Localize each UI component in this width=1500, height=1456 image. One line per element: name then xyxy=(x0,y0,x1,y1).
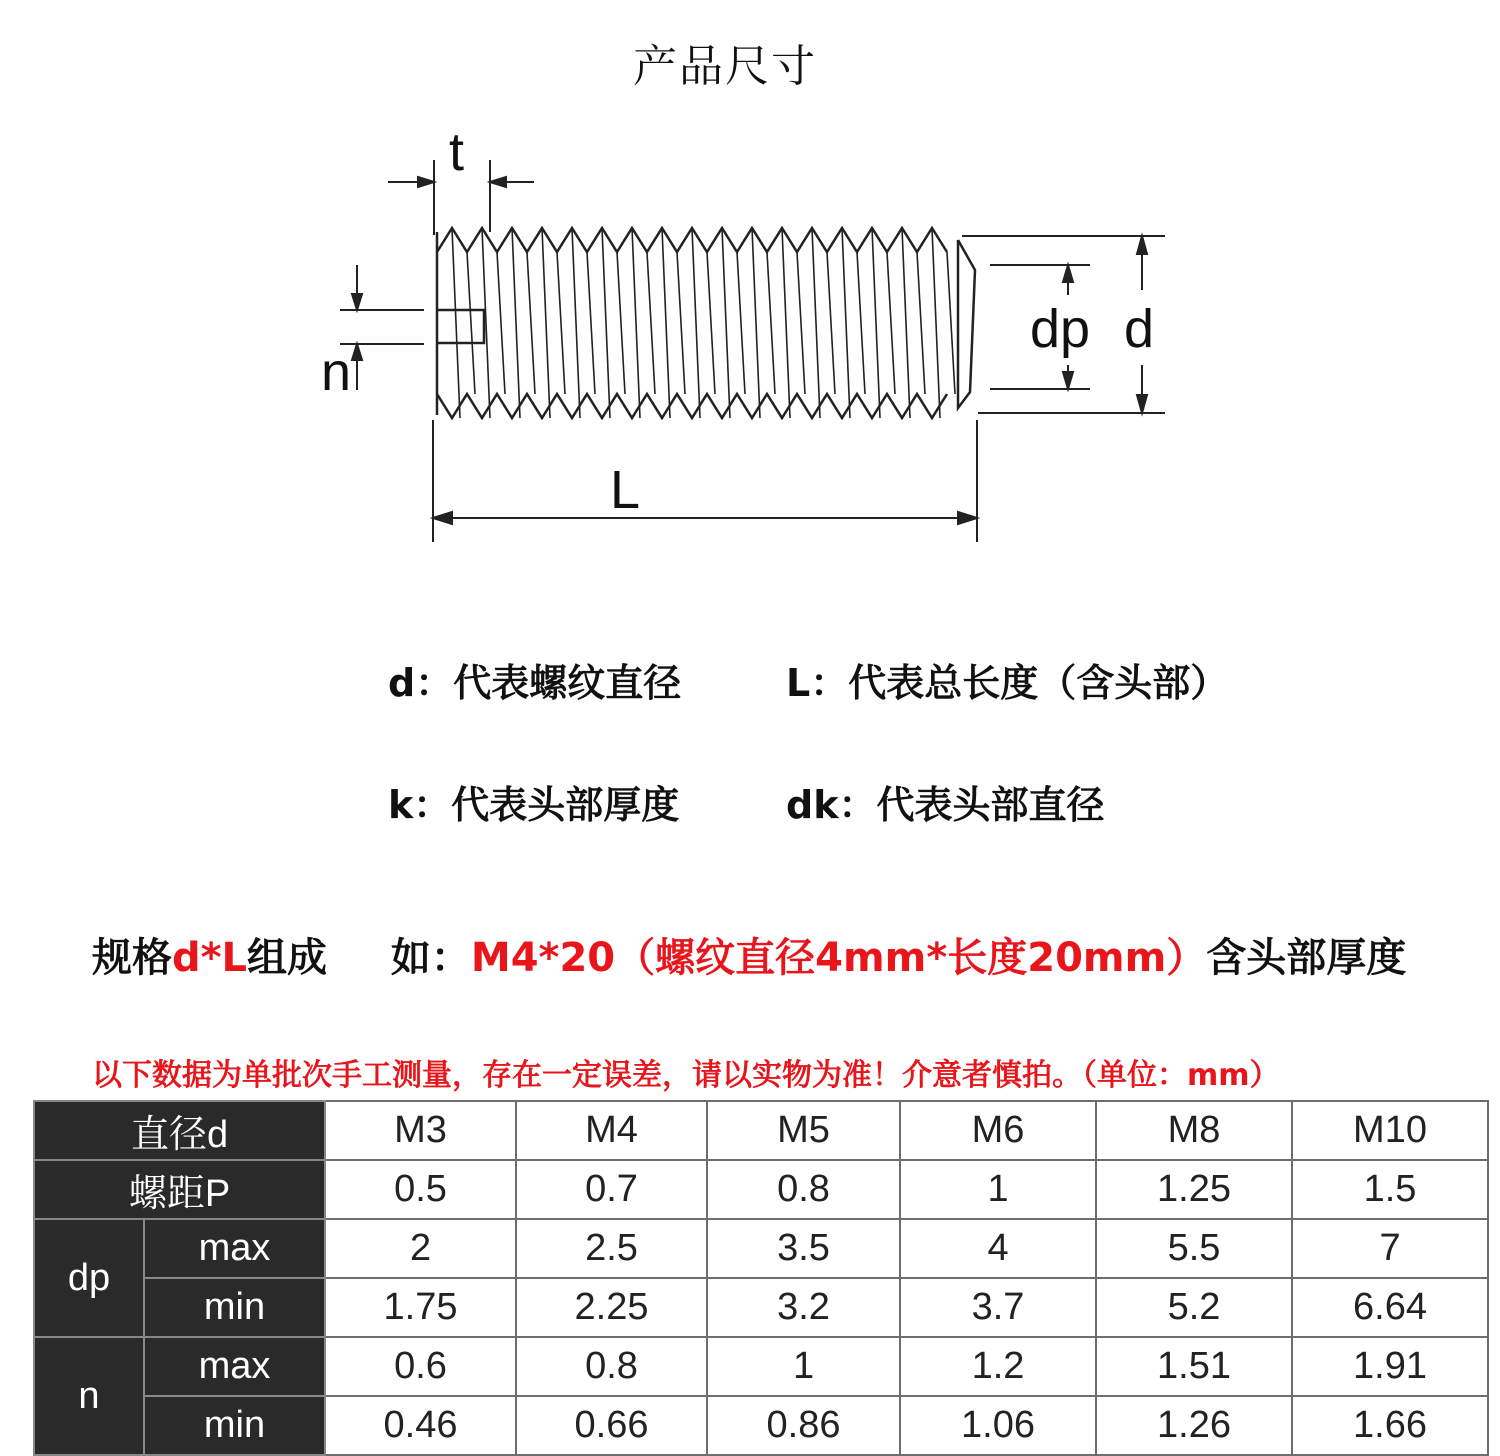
legend-k-key: k： xyxy=(388,783,452,827)
table-row-pitch xyxy=(34,1160,1488,1219)
thread-line xyxy=(662,228,670,418)
thread-line xyxy=(677,252,685,394)
spec-prefix: 规格 xyxy=(92,935,172,981)
header-dp-min: min xyxy=(144,1278,325,1337)
thread-lines xyxy=(452,228,955,418)
spec-formula-suffix: 组成 xyxy=(247,935,328,981)
size-cell: M6 xyxy=(900,1101,1096,1160)
spec-formula: d*L xyxy=(172,935,248,981)
dp-max-cell: 2.5 xyxy=(516,1219,707,1278)
n-max-cell: 1 xyxy=(707,1337,900,1396)
thread-line xyxy=(932,228,940,418)
page-title: 产品尺寸 xyxy=(633,41,817,92)
thread-line xyxy=(617,252,625,394)
n-min-cell: 0.86 xyxy=(707,1396,900,1455)
spec-example-value: M4*20（螺纹直径4mm*长度20mm） xyxy=(470,935,1207,981)
thread-line xyxy=(812,228,820,418)
size-cell: M3 xyxy=(325,1101,516,1160)
legend-L-key: L： xyxy=(786,661,849,705)
size-cell: M8 xyxy=(1096,1101,1292,1160)
n-min-cell: 1.26 xyxy=(1096,1396,1292,1455)
legend-L-text: 代表总长度（含头部） xyxy=(848,661,1229,705)
label-d: d xyxy=(1124,299,1155,359)
n-min-cell: 1.06 xyxy=(900,1396,1096,1455)
screw-dimension-drawing xyxy=(0,0,1500,600)
n-max-cell: 0.8 xyxy=(516,1337,707,1396)
legend-k-text: 代表头部厚度 xyxy=(451,783,680,827)
n-min-cell: 0.46 xyxy=(325,1396,516,1455)
header-diameter: 直径d xyxy=(34,1101,325,1160)
label-L: L xyxy=(610,460,641,520)
thread-line xyxy=(527,252,535,394)
header-n-max: max xyxy=(144,1337,325,1396)
legend-d-key: d： xyxy=(388,661,454,705)
table-row-n-min xyxy=(34,1396,1488,1455)
n-min-cell: 0.66 xyxy=(516,1396,707,1455)
spec-table xyxy=(33,1100,1489,1456)
thread-line xyxy=(572,228,580,418)
legend-L xyxy=(786,652,1228,707)
pitch-cell: 1.5 xyxy=(1292,1160,1488,1219)
dp-max-cell: 4 xyxy=(900,1219,1096,1278)
dp-max-cell: 2 xyxy=(325,1219,516,1278)
n-max-cell: 1.91 xyxy=(1292,1337,1488,1396)
thread-line xyxy=(872,228,880,418)
measurement-note: 以下数据为单批次手工测量，存在一定误差，请以实物为准！介意者慎拍。（单位：mm） xyxy=(92,1058,1280,1093)
thread-line xyxy=(647,252,655,394)
dp-min-cell: 6.64 xyxy=(1292,1278,1488,1337)
legend-dk xyxy=(786,774,1105,829)
label-n: n xyxy=(321,342,352,402)
thread-line xyxy=(827,252,835,394)
thread-line xyxy=(782,228,790,418)
pitch-cell: 1.25 xyxy=(1096,1160,1292,1219)
thread-line xyxy=(587,252,595,394)
thread-line xyxy=(692,228,700,418)
dp-max-cell: 7 xyxy=(1292,1219,1488,1278)
size-cell: M10 xyxy=(1292,1101,1488,1160)
header-dp-max: max xyxy=(144,1219,325,1278)
dp-max-cell: 5.5 xyxy=(1096,1219,1292,1278)
n-min-cell: 1.66 xyxy=(1292,1396,1488,1455)
table-row-dp-min xyxy=(34,1278,1488,1337)
pitch-cell: 1 xyxy=(900,1160,1096,1219)
pitch-cell: 0.7 xyxy=(516,1160,707,1219)
size-cell: M5 xyxy=(707,1101,900,1160)
thread-line xyxy=(752,228,760,418)
pitch-cell: 0.8 xyxy=(707,1160,900,1219)
thread-line xyxy=(887,252,895,394)
dp-min-cell: 2.25 xyxy=(516,1278,707,1337)
thread-line xyxy=(467,252,475,394)
spec-example-suffix: 含头部厚度 xyxy=(1206,935,1407,981)
spec-description xyxy=(92,926,1406,983)
thread-line xyxy=(557,252,565,394)
thread-line xyxy=(602,228,610,418)
thread-line xyxy=(917,252,925,394)
label-t: t xyxy=(449,122,465,182)
header-n-min: min xyxy=(144,1396,325,1455)
thread-line xyxy=(947,252,955,394)
thread-line xyxy=(722,228,730,418)
legend-dk-key: dk： xyxy=(786,783,877,827)
n-max-cell: 0.6 xyxy=(325,1337,516,1396)
dp-min-cell: 5.2 xyxy=(1096,1278,1292,1337)
thread-line xyxy=(452,228,460,418)
thread-line xyxy=(902,228,910,418)
dp-min-cell: 3.2 xyxy=(707,1278,900,1337)
header-dp: dp xyxy=(34,1219,144,1337)
legend-d xyxy=(388,652,681,707)
thread-line xyxy=(512,228,520,418)
thread-line xyxy=(542,228,550,418)
spec-example-label: 如： xyxy=(390,935,471,981)
dp-min-cell: 3.7 xyxy=(900,1278,1096,1337)
slot xyxy=(437,310,484,343)
legend-dk-text: 代表头部直径 xyxy=(876,783,1105,827)
thread-line xyxy=(737,252,745,394)
n-max-cell: 1.51 xyxy=(1096,1337,1292,1396)
dp-max-cell: 3.5 xyxy=(707,1219,900,1278)
header-pitch: 螺距P xyxy=(34,1160,325,1219)
thread-line xyxy=(497,252,505,394)
size-cell: M4 xyxy=(516,1101,707,1160)
thread-line xyxy=(707,252,715,394)
dp-min-cell: 1.75 xyxy=(325,1278,516,1337)
thread-line xyxy=(842,228,850,418)
thread-line xyxy=(632,228,640,418)
thread-line xyxy=(767,252,775,394)
thread-line xyxy=(797,252,805,394)
table-row-diameter xyxy=(34,1101,1488,1160)
label-dp: dp xyxy=(1030,299,1091,359)
legend-k xyxy=(388,774,679,829)
table-row-dp-max xyxy=(34,1219,1488,1278)
header-n: n xyxy=(34,1337,144,1455)
legend-d-text: 代表螺纹直径 xyxy=(453,661,682,705)
thread-line xyxy=(857,252,865,394)
table-row-n-max xyxy=(34,1337,1488,1396)
thread-crests-bottom xyxy=(437,394,947,418)
n-max-cell: 1.2 xyxy=(900,1337,1096,1396)
pitch-cell: 0.5 xyxy=(325,1160,516,1219)
